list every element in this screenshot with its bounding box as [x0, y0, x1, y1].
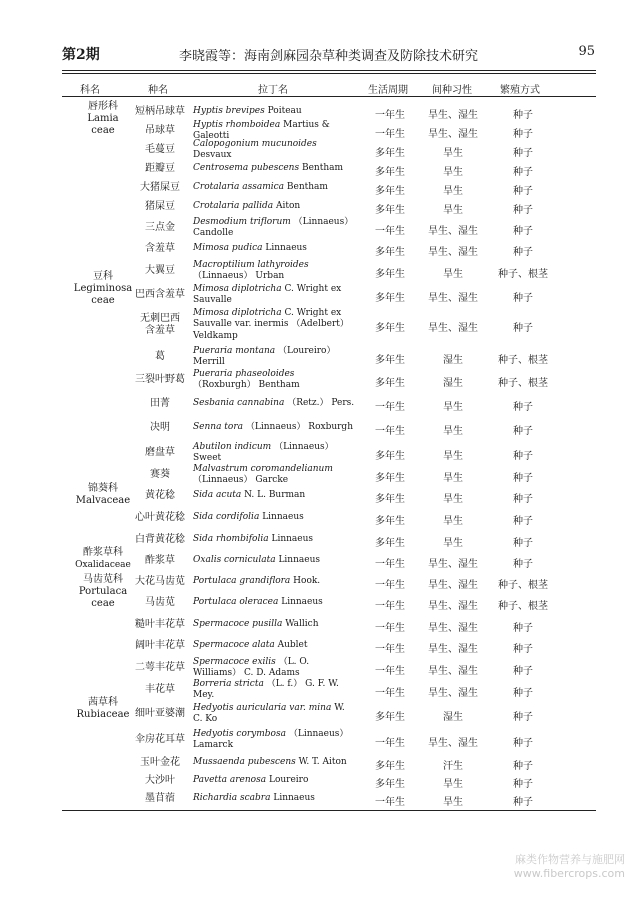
latin-author: Linnaeus: [265, 243, 307, 253]
table-top-rule: [62, 70, 596, 71]
growth-habit: 旱生: [443, 426, 463, 437]
latin-author: C. Wright ex Sauvalle var. inermis （Adelbert） Veldkamp: [193, 307, 349, 341]
latin-binomial: Hyptis brevipes: [193, 106, 265, 116]
latin-author: Linnaeus: [281, 597, 323, 607]
latin-author: （Linnaeus） Candolle: [193, 216, 354, 238]
latin-author: W. C. Ko: [193, 702, 345, 724]
growth-habit: 湿生: [443, 378, 463, 389]
reproduction-mode: 种子: [513, 426, 533, 437]
species-common-name: 田菁: [150, 398, 170, 409]
species-common-name: 吊球草: [145, 125, 175, 136]
latin-author: （Linnaeus） Lamarck: [193, 728, 349, 750]
latin-author: （L. f.） G. F. W. Mey.: [193, 678, 339, 700]
growth-habit: 旱生: [443, 205, 463, 216]
species-latin-name: [193, 597, 355, 609]
latin-binomial: Portulaca grandiflora: [193, 576, 291, 586]
species-common-name: 细叶亚婆潮: [135, 708, 185, 719]
family-lamiaceae: [68, 101, 138, 137]
life-cycle: 一年生: [375, 666, 405, 677]
latin-binomial: Crotalaria pallida: [193, 201, 274, 211]
species-latin-name: [193, 369, 355, 392]
latin-author: Linnaeus: [278, 555, 320, 565]
species-latin-name: [193, 346, 355, 369]
latin-author: N. L. Burman: [244, 490, 306, 500]
life-cycle: 一年生: [375, 110, 405, 121]
latin-author: （Linnaeus） Urban: [193, 271, 285, 281]
reproduction-mode: 种子: [513, 293, 533, 304]
growth-habit: 旱生、湿生: [428, 110, 478, 121]
family-portulacaceae: [68, 574, 138, 610]
latin-binomial: Pueraria montana: [193, 345, 276, 356]
latin-binomial: Desmodium triflorum: [193, 216, 291, 227]
growth-habit: 旱生、湿生: [428, 293, 478, 304]
species-common-name: 墨苜蓿: [145, 793, 175, 804]
reproduction-mode: 种子: [513, 494, 533, 505]
latin-binomial: Hyptis rhomboidea: [193, 119, 281, 130]
species-latin-name: [193, 555, 355, 567]
species-common-name: 巴西含羞草: [135, 289, 185, 300]
species-latin-name: [193, 139, 355, 162]
latin-binomial: Abutilon indicum: [193, 441, 272, 452]
column-header-latin: 拉丁名: [258, 85, 288, 96]
column-header-life-cycle: 生活周期: [368, 85, 408, 96]
growth-habit: 旱生: [443, 402, 463, 413]
reproduction-mode: 种子: [513, 186, 533, 197]
reproduction-mode: 种子: [513, 323, 533, 334]
latin-author: Linnaeus: [273, 793, 315, 803]
life-cycle: 一年生: [375, 738, 405, 749]
table-header-rule: [62, 96, 596, 97]
growth-habit: 旱生: [443, 797, 463, 808]
species-latin-name: [193, 398, 355, 410]
latin-binomial: Pueraria phaseoloides: [193, 368, 295, 379]
latin-binomial: Spermacoce alata: [193, 640, 275, 650]
family-fabaceae: [68, 271, 138, 307]
reproduction-mode: 种子: [513, 148, 533, 159]
species-latin-name: [193, 534, 355, 546]
life-cycle: 多年生: [375, 247, 405, 258]
species-common-name: 酢浆草: [145, 555, 175, 566]
species-common-name: 决明: [150, 422, 170, 433]
reproduction-mode: 种子: [513, 797, 533, 808]
running-header: [62, 44, 595, 64]
species-latin-name: [193, 490, 355, 502]
species-latin-name: [193, 163, 355, 175]
family-name: 茜草科: [88, 697, 118, 708]
family-latin: Rubiaceae: [76, 709, 130, 720]
life-cycle: 多年生: [375, 494, 405, 505]
reproduction-mode: 种子: [513, 738, 533, 749]
life-cycle: 多年生: [375, 473, 405, 484]
family-rubiaceae: [68, 697, 138, 721]
species-common-name: 伞房花耳草: [135, 734, 185, 745]
growth-habit: 旱生: [443, 148, 463, 159]
species-latin-name: [193, 243, 355, 255]
issue-number: 第2期: [62, 47, 100, 63]
growth-habit: 旱生: [443, 186, 463, 197]
species-latin-name: [193, 775, 355, 787]
species-latin-name: [193, 201, 355, 213]
family-name: 豆科: [93, 271, 113, 282]
life-cycle: 多年生: [375, 712, 405, 723]
growth-habit: 湿生: [443, 355, 463, 366]
latin-binomial: Oxalis corniculata: [193, 555, 276, 565]
life-cycle: 多年生: [375, 538, 405, 549]
species-latin-name: [193, 729, 355, 752]
species-common-name: 猪屎豆: [145, 201, 175, 212]
growth-habit: 旱生: [443, 167, 463, 178]
species-common-name: 大翼豆: [145, 265, 175, 276]
species-common-name: 糙叶丰花草: [135, 619, 185, 630]
latin-binomial: Mussaenda pubescens: [193, 757, 296, 767]
family-latin: Portulaca ceae: [78, 586, 128, 609]
species-latin-name: [193, 182, 355, 194]
species-common-name: 阔叶丰花草: [135, 640, 185, 651]
life-cycle: 一年生: [375, 623, 405, 634]
growth-habit: 旱生: [443, 779, 463, 790]
latin-binomial: Mimosa diplotricha: [193, 307, 282, 318]
growth-habit: 湿生: [443, 712, 463, 723]
latin-binomial: Hedyotis corymbosa: [193, 728, 286, 739]
reproduction-mode: 种子: [513, 623, 533, 634]
reproduction-mode: 种子: [513, 516, 533, 527]
species-common-name: 赛葵: [150, 469, 170, 480]
latin-author: （Loureiro） Merrill: [193, 345, 336, 367]
species-common-name: 二萼丰花草: [135, 662, 185, 673]
latin-binomial: Portulaca oleracea: [193, 597, 279, 607]
reproduction-mode: 种子: [513, 205, 533, 216]
family-oxalidaceae: [68, 547, 138, 571]
reproduction-mode: 种子: [513, 167, 533, 178]
growth-habit: 旱生、湿生: [428, 129, 478, 140]
life-cycle: 一年生: [375, 402, 405, 413]
species-latin-name: [193, 640, 355, 652]
species-common-name: 玉叶金花: [140, 757, 180, 768]
latin-binomial: Centrosema pubescens: [193, 163, 300, 173]
life-cycle: 多年生: [375, 186, 405, 197]
life-cycle: 多年生: [375, 516, 405, 527]
species-common-name: 三点金: [145, 222, 175, 233]
life-cycle: 一年生: [375, 426, 405, 437]
species-latin-name: [193, 464, 355, 487]
family-latin: Oxalidaceae: [75, 560, 131, 570]
growth-habit: 旱生、湿生: [428, 601, 478, 612]
latin-binomial: Sida cordifolia: [193, 512, 260, 522]
latin-binomial: Sesbania cannabina: [193, 398, 285, 408]
reproduction-mode: 种子: [513, 129, 533, 140]
species-common-name: 毛蔓豆: [145, 144, 175, 155]
species-latin-name: [193, 703, 355, 726]
species-common-name: 白背黄花稔: [135, 534, 185, 545]
latin-author: Linnaeus: [262, 512, 304, 522]
latin-binomial: Calopogonium mucunoides: [193, 138, 317, 149]
growth-habit: 旱生、湿生: [428, 247, 478, 258]
latin-author: （Linnaeus） Roxburgh: [245, 422, 353, 432]
life-cycle: 一年生: [375, 601, 405, 612]
latin-binomial: Sida rhombifolia: [193, 534, 269, 544]
species-latin-name: [193, 657, 355, 680]
latin-author: Bentham: [301, 163, 344, 173]
life-cycle: 多年生: [375, 779, 405, 790]
growth-habit: 旱生、湿生: [428, 644, 478, 655]
life-cycle: 一年生: [375, 644, 405, 655]
species-common-name: 大猪屎豆: [140, 182, 180, 193]
species-common-name: 心叶黄花稔: [135, 512, 185, 523]
reproduction-mode: 种子: [513, 247, 533, 258]
life-cycle: 多年生: [375, 378, 405, 389]
latin-binomial: Macroptilium lathyroides: [193, 259, 309, 270]
life-cycle: 一年生: [375, 226, 405, 237]
table-bottom-rule: [62, 810, 596, 811]
species-latin-name: [193, 422, 355, 434]
latin-binomial: Crotalaria assamica: [193, 182, 285, 192]
reproduction-mode: 种子: [513, 402, 533, 413]
species-common-name: 含羞草: [145, 243, 175, 254]
latin-binomial: Mimosa pudica: [193, 243, 263, 253]
life-cycle: 多年生: [375, 167, 405, 178]
reproduction-mode: 种子、根茎: [498, 269, 548, 280]
growth-habit: 旱生、湿生: [428, 623, 478, 634]
life-cycle: 多年生: [375, 293, 405, 304]
species-latin-name: [193, 260, 355, 283]
article-title: 李晓霞等：海南剑麻园杂草种类调查及防除技术研究: [178, 49, 478, 64]
life-cycle: 一年生: [375, 559, 405, 570]
life-cycle: 多年生: [375, 355, 405, 366]
growth-habit: 旱生、湿生: [428, 323, 478, 334]
species-latin-name: [193, 217, 355, 240]
reproduction-mode: 种子: [513, 712, 533, 723]
latin-binomial: Spermacoce exilis: [193, 656, 276, 667]
life-cycle: 多年生: [375, 761, 405, 772]
species-common-name: 磨盘草: [145, 447, 175, 458]
reproduction-mode: 种子: [513, 644, 533, 655]
species-latin-name: [193, 284, 355, 307]
species-common-name: 马齿苋: [145, 597, 175, 608]
species-common-name: 大沙叶: [145, 775, 175, 786]
species-latin-name: [193, 442, 355, 465]
species-latin-name: [193, 793, 355, 805]
latin-author: （Retz.） Pers.: [287, 398, 355, 408]
latin-author: C. Wright ex Sauvalle: [193, 283, 342, 305]
latin-author: W. T. Aiton: [298, 757, 347, 767]
column-header-habit: 间种习性: [432, 85, 472, 96]
growth-habit: 汗生: [443, 761, 463, 772]
reproduction-mode: 种子、根茎: [498, 580, 548, 591]
column-header-family: 科名: [80, 85, 100, 96]
species-latin-name: [193, 106, 355, 118]
species-common-name: 无刺巴西含羞草: [140, 313, 180, 336]
life-cycle: 一年生: [375, 129, 405, 140]
life-cycle: 一年生: [375, 797, 405, 808]
reproduction-mode: 种子: [513, 226, 533, 237]
life-cycle: 多年生: [375, 269, 405, 280]
table-top-rule-thin: [62, 73, 596, 74]
family-latin: Legiminosa ceae: [73, 283, 133, 306]
family-malvaceae: [68, 483, 138, 507]
latin-binomial: Mimosa diplotricha: [193, 283, 282, 294]
latin-binomial: Borreria stricta: [193, 678, 264, 689]
species-common-name: 葛: [155, 351, 165, 362]
watermark: [514, 853, 625, 881]
growth-habit: 旱生、湿生: [428, 738, 478, 749]
latin-binomial: Sida acuta: [193, 490, 242, 500]
life-cycle: 多年生: [375, 205, 405, 216]
latin-binomial: Hedyotis auricularia var. mina: [193, 702, 332, 713]
latin-author: Loureiro: [268, 775, 309, 785]
growth-habit: 旱生、湿生: [428, 666, 478, 677]
life-cycle: 多年生: [375, 323, 405, 334]
reproduction-mode: 种子: [513, 779, 533, 790]
reproduction-mode: 种子: [513, 110, 533, 121]
latin-binomial: Pavetta arenosa: [193, 775, 267, 785]
latin-binomial: Senna tora: [193, 422, 244, 432]
column-header-species: 种名: [148, 85, 168, 96]
reproduction-mode: 种子: [513, 473, 533, 484]
reproduction-mode: 种子: [513, 688, 533, 699]
latin-binomial: Spermacoce pusilla: [193, 619, 283, 629]
reproduction-mode: 种子、根茎: [498, 601, 548, 612]
species-common-name: 黄花稔: [145, 490, 175, 501]
family-latin: Malvaceae: [75, 495, 131, 506]
growth-habit: 旱生: [443, 269, 463, 280]
latin-author: Wallich: [285, 619, 319, 629]
latin-author: Poiteau: [267, 106, 302, 116]
latin-author: Aublet: [277, 640, 308, 650]
reproduction-mode: 种子: [513, 666, 533, 677]
reproduction-mode: 种子: [513, 761, 533, 772]
family-latin: Lamia ceae: [87, 113, 119, 136]
latin-author: Martius & Galeotti: [193, 119, 330, 141]
species-latin-name: [193, 308, 355, 343]
growth-habit: 旱生、湿生: [428, 688, 478, 699]
species-common-name: 短柄吊球草: [135, 106, 185, 117]
growth-habit: 旱生: [443, 516, 463, 527]
latin-author: Desvaux: [193, 150, 232, 160]
life-cycle: 一年生: [375, 688, 405, 699]
species-common-name: 丰花草: [145, 684, 175, 695]
growth-habit: 旱生: [443, 473, 463, 484]
family-name: 酢浆草科: [83, 547, 123, 558]
latin-author: （Roxburgh） Bentham: [193, 380, 300, 390]
species-common-name: 距瓣豆: [145, 163, 175, 174]
species-latin-name: [193, 679, 355, 702]
page-number: 95: [578, 44, 595, 59]
latin-author: Hook.: [293, 576, 321, 586]
growth-habit: 旱生、湿生: [428, 580, 478, 591]
species-latin-name: [193, 619, 355, 631]
species-latin-name: [193, 576, 355, 588]
latin-binomial: Richardia scabra: [193, 793, 271, 803]
latin-author: （Linnaeus） Sweet: [193, 441, 334, 463]
life-cycle: 多年生: [375, 148, 405, 159]
reproduction-mode: 种子: [513, 538, 533, 549]
latin-binomial: Malvastrum coromandelianum: [193, 463, 333, 474]
species-latin-name: [193, 757, 355, 769]
growth-habit: 旱生: [443, 451, 463, 462]
latin-author: Aiton: [276, 201, 301, 211]
latin-author: （Linnaeus） Garcke: [193, 475, 289, 485]
growth-habit: 旱生、湿生: [428, 559, 478, 570]
reproduction-mode: 种子: [513, 559, 533, 570]
species-latin-name: [193, 512, 355, 524]
watermark-line1: 麻类作物营养与施肥网: [515, 853, 625, 866]
family-name: 马齿苋科: [83, 574, 123, 585]
reproduction-mode: 种子、根茎: [498, 355, 548, 366]
family-name: 唇形科: [88, 101, 118, 112]
family-name: 锦葵科: [88, 483, 118, 494]
reproduction-mode: 种子: [513, 451, 533, 462]
growth-habit: 旱生、湿生: [428, 226, 478, 237]
latin-author: Bentham: [286, 182, 328, 192]
life-cycle: 一年生: [375, 580, 405, 591]
life-cycle: 多年生: [375, 451, 405, 462]
latin-author: （L. O. Williams） C. D. Adams: [193, 656, 310, 678]
species-common-name: 三裂叶野葛: [135, 374, 185, 385]
latin-author: Linnaeus: [271, 534, 314, 544]
growth-habit: 旱生: [443, 538, 463, 549]
column-header-reproduction: 繁殖方式: [500, 85, 540, 96]
growth-habit: 旱生: [443, 494, 463, 505]
watermark-line2: www.fibercrops.com: [513, 867, 625, 880]
species-common-name: 大花马齿苋: [135, 576, 185, 587]
reproduction-mode: 种子、根茎: [498, 378, 548, 389]
